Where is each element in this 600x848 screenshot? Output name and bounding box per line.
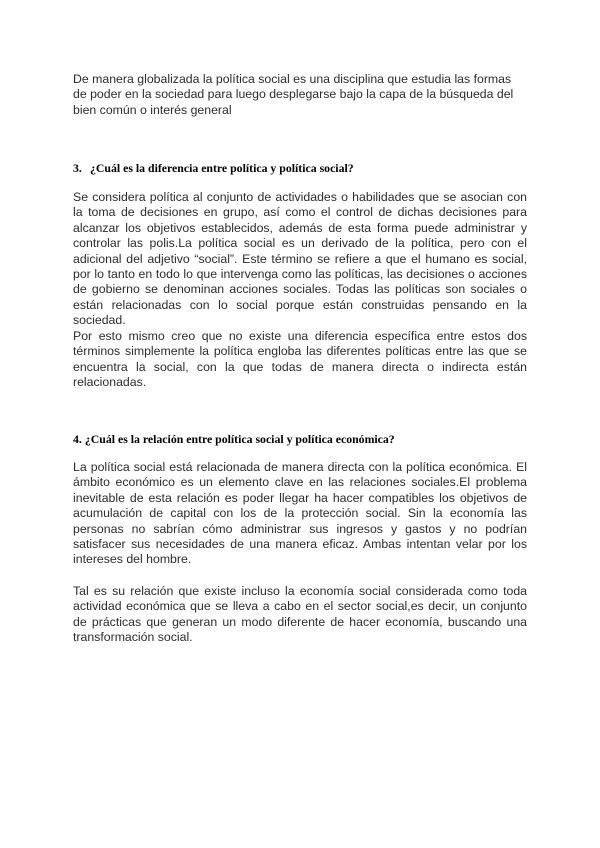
section-3-title: ¿Cuál es la diferencia entre política y política social?: [90, 161, 354, 175]
section-3-number: 3.: [73, 161, 82, 175]
section-4-title: ¿Cuál es la relación entre política social y política económica?: [84, 432, 395, 446]
section-4-paragraph-2: Tal es su relación que existe incluso la economía social considerada como toda actividad económica que se lleva a cabo en el sector social,es decir, un conjunto de prácticas que generan un modo diferente de hacer economía, buscando una transformación social.: [73, 584, 527, 645]
intro-paragraph: De manera globalizada la política social es una disciplina que estudia las formas de poder en la sociedad para luego desplegarse bajo la capa de la búsqueda del bien común o interés general: [73, 72, 514, 117]
section-3-paragraph-1: Se considera política al conjunto de actividades o habilidades que se asocian con la toma de decisiones en grupo, así como el control de dichas decisiones para alcanzar los objetivos establecidos, además de esta forma puede administrar y controlar las polis.La política social es un derivado de la política, pero con el adicional del adjetivo “social”. Este término se refiere a que el humano es social, por lo tanto en todo lo que intervenga como las políticas, las decisiones o acciones de gobierno se denominan acciones sociales. Todas las políticas son sociales o están relacionadas con lo social porque están construidas pensando en la sociedad.: [73, 190, 527, 328]
section-3-heading: [73, 161, 533, 176]
section-3-paragraph-2: Por esto mismo creo que no existe una diferencia específica entre estos dos términos simplemente la política engloba las diferentes políticas entre las que se encuentra la social, con la que todas de manera directa o indirecta están relacionadas.: [73, 329, 527, 390]
section-4-number: 4.: [73, 432, 82, 446]
section-4-paragraph-1: La política social está relacionada de manera directa con la política económica. El ámbito económico es un elemento clave en las relaciones sociales.El problema inevitable de esta relación es poder llegar ha hacer compatibles los objetivos de acumulación de capital con los de la protección social. Sin la economía las personas no sabrían cómo administrar sus ingresos y gastos y no podrían satisfacer sus necesidades de una manera eficaz. Ambas intentan velar por los intereses del hombre.: [73, 460, 527, 567]
section-4-heading: [73, 432, 533, 447]
